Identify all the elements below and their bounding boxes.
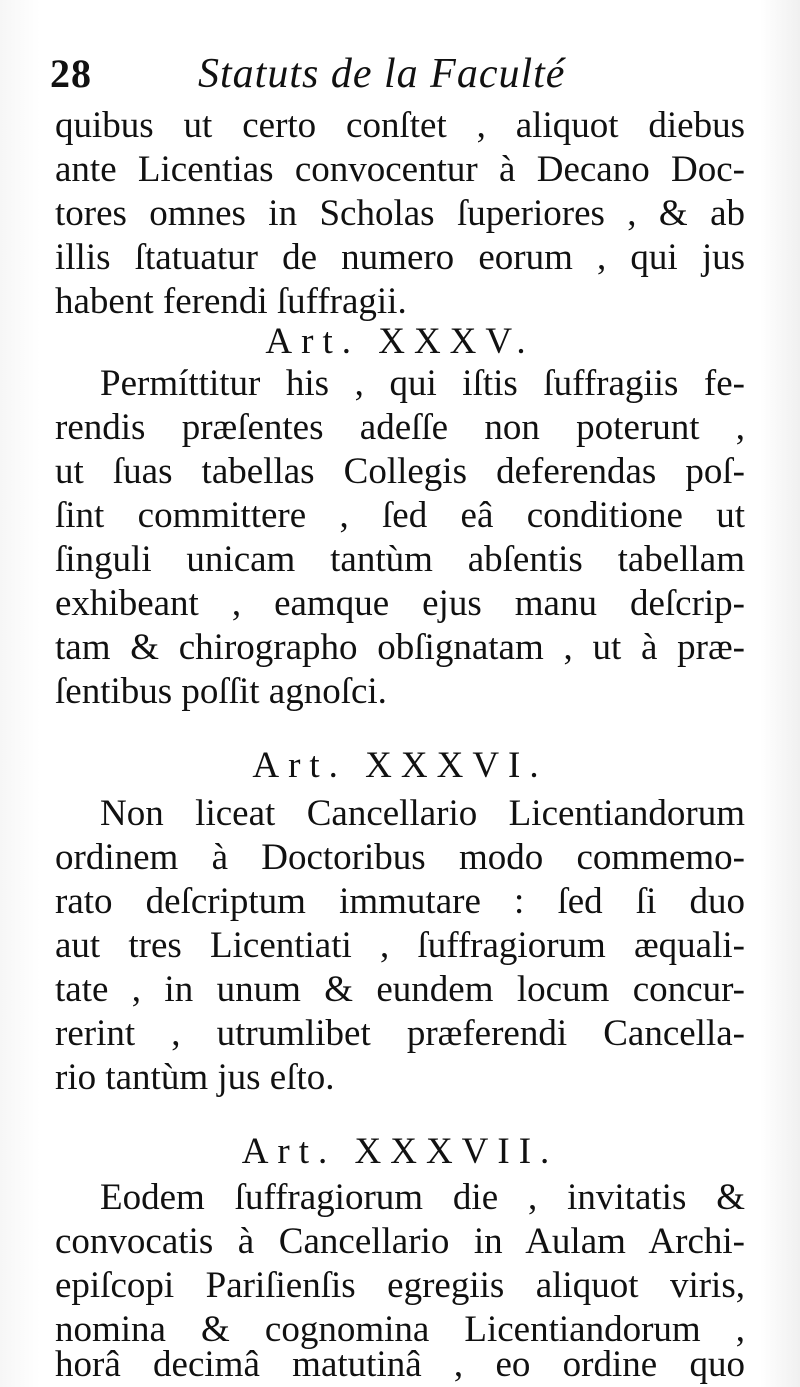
running-title: Statuts de la Faculté bbox=[198, 51, 566, 97]
text-line: tate , in unum & eundem locum concur- bbox=[55, 969, 745, 1010]
text-line: ordinem à Doctoribus modo commemo- bbox=[55, 837, 745, 878]
text-line: ante Licentias convocentur à Decano Doc- bbox=[55, 149, 745, 190]
text-line: Eodem ſuffragiorum die , invitatis & bbox=[100, 1177, 745, 1218]
text-line: ut ſuas tabellas Collegis deferendas poſ- bbox=[55, 451, 745, 492]
text-line: ſentibus poſſit agnoſci. bbox=[55, 671, 387, 712]
page-header bbox=[50, 50, 750, 100]
text-line: ſint committere , ſed eâ conditione ut bbox=[55, 495, 745, 536]
text-line: rio tantùm jus eſto. bbox=[55, 1057, 335, 1098]
text-line: ſinguli unicam tantùm abſentis tabellam bbox=[55, 539, 745, 580]
text-line: Non liceat Cancellario Licentiandorum bbox=[100, 793, 745, 834]
text-line: epiſcopi Pariſienſis egregiis aliquot viris, bbox=[55, 1265, 745, 1306]
text-line: Permíttitur his , qui iſtis ſuffragiis fe- bbox=[100, 363, 745, 404]
text-line: rerint , utrumlibet præferendi Cancella- bbox=[55, 1013, 745, 1054]
text-line: tores omnes in Scholas ſuperiores , & ab bbox=[55, 193, 745, 234]
article-title: Art. XXXVII. bbox=[241, 1131, 559, 1172]
text-line: horâ decimâ matutinâ , eo ordine quo bbox=[55, 1344, 745, 1385]
text-line: habent ferendi ſuffragii. bbox=[55, 281, 407, 322]
text-line: quibus ut certo conſtet , aliquot diebus bbox=[55, 105, 745, 146]
text-line: nomina & cognomina Licentiandorum , bbox=[55, 1309, 745, 1350]
article-title: Art. XXXVI. bbox=[252, 745, 548, 786]
text-line: illis ſtatuatur de numero eorum , qui jus bbox=[55, 237, 745, 278]
text-line: aut tres Licentiati , ſuffragiorum æquali- bbox=[55, 925, 745, 966]
page-number: 28 bbox=[50, 51, 92, 96]
text-line: convocatis à Cancellario in Aulam Archi- bbox=[55, 1221, 745, 1262]
text-line: rendis præſentes adeſſe non poterunt , bbox=[55, 407, 745, 448]
article-title: Art. XXXV. bbox=[265, 321, 535, 362]
text-line: exhibeant , eamque ejus manu deſcrip- bbox=[55, 583, 745, 624]
text-line: rato deſcriptum immutare : ſed ſi duo bbox=[55, 881, 745, 922]
text-line: tam & chirographo obſignatam , ut à præ- bbox=[55, 627, 745, 668]
